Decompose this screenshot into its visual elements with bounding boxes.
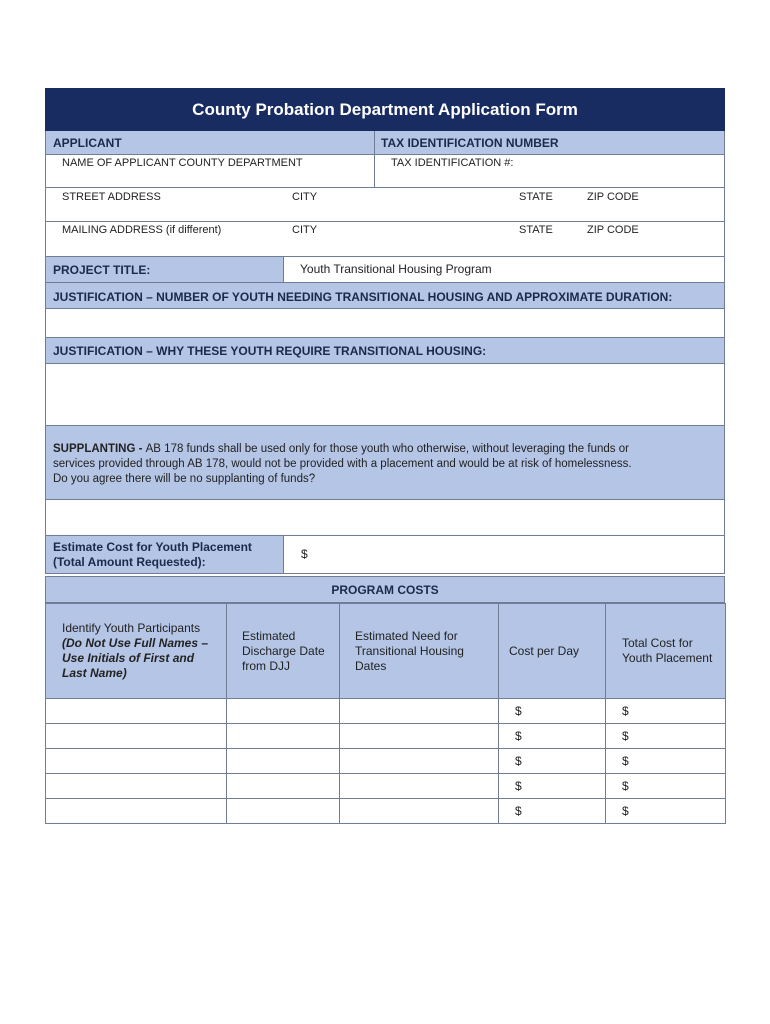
youth-participant-cell[interactable] [46,699,227,724]
mailing-state-label: STATE [519,224,553,236]
discharge-date-cell[interactable] [227,799,340,824]
name-tax-row [45,155,725,188]
justification-duration-field[interactable] [45,309,725,338]
housing-dates-cell[interactable] [340,799,499,824]
tax-id-header: TAX IDENTIFICATION NUMBER [381,136,559,150]
youth-participant-cell[interactable] [46,724,227,749]
total-cost-cell[interactable]: $ [606,699,726,724]
program-costs-header [45,576,725,603]
housing-dates-cell[interactable] [340,774,499,799]
street-address-label: STREET ADDRESS [62,191,161,203]
applicant-header-row [45,131,725,155]
project-title-label: PROJECT TITLE: [46,257,284,282]
table-row [46,724,726,749]
col-total-cost: Total Cost for Youth Placement [606,604,726,699]
table-row [46,749,726,774]
project-title-row [45,257,725,283]
mailing-address-row[interactable] [45,222,725,257]
state-label: STATE [519,191,553,203]
mailing-city-label: CITY [292,224,318,236]
housing-dates-cell[interactable] [340,724,499,749]
supplanting-label: SUPPLANTING - [53,443,146,455]
cost-per-day-cell[interactable]: $ [499,749,606,774]
mailing-address-label: MAILING ADDRESS (if different) [62,224,222,236]
cost-per-day-cell[interactable]: $ [499,699,606,724]
justification-reason-text: JUSTIFICATION – WHY THESE YOUTH REQUIRE TRANSITIONAL HOUSING: [53,344,487,358]
discharge-date-cell[interactable] [227,749,340,774]
discharge-date-cell[interactable] [227,724,340,749]
youth-participant-cell[interactable] [46,749,227,774]
program-costs-header-row [46,604,726,699]
table-row [46,774,726,799]
program-costs-title: PROGRAM COSTS [331,583,439,597]
youth-participant-cell[interactable] [46,799,227,824]
applicant-name-label: NAME OF APPLICANT COUNTY DEPARTMENT [62,157,303,169]
col-housing-dates: Estimated Need for Transitional Housing Dates [340,604,499,699]
program-costs-table [45,603,726,824]
applicant-header: APPLICANT [46,131,375,154]
supplanting-section [45,426,725,500]
housing-dates-cell[interactable] [340,749,499,774]
zip-code-label: ZIP CODE [587,191,639,203]
total-cost-cell[interactable]: $ [606,724,726,749]
mailing-zip-code-label: ZIP CODE [587,224,639,236]
col-discharge-date: Estimated Discharge Date from DJJ [227,604,340,699]
estimate-cost-value: $ [301,547,308,561]
justification-reason-field[interactable] [45,364,725,426]
justification-duration-header [45,283,725,309]
col-youth-participants: Identify Youth Participants (Do Not Use Full Names – Use Initials of First and Last Name) [46,604,227,699]
cost-per-day-cell[interactable]: $ [499,799,606,824]
estimate-cost-field[interactable] [284,536,725,573]
col-cost-per-day: Cost per Day [499,604,606,699]
youth-participant-cell[interactable] [46,774,227,799]
discharge-date-cell[interactable] [227,774,340,799]
housing-dates-cell[interactable] [340,699,499,724]
form-title [45,88,725,131]
supplanting-answer-field[interactable] [45,500,725,536]
project-title-value: Youth Transitional Housing Program [300,262,492,276]
justification-duration-text: JUSTIFICATION – NUMBER OF YOUTH NEEDING TRANSITIONAL HOUSING AND APPROXIMATE DURATION: [53,290,673,304]
city-label: CITY [292,191,318,203]
total-cost-cell[interactable]: $ [606,749,726,774]
estimate-cost-row [45,536,725,574]
table-row [46,699,726,724]
cost-per-day-cell[interactable]: $ [499,724,606,749]
project-title-field[interactable] [284,257,725,282]
applicant-name-field[interactable] [46,155,375,187]
supplanting-line-1: SUPPLANTING - AB 178 funds shall be used only for those youth who otherwise, without leveraging the funds or [53,443,629,455]
estimate-cost-label: Estimate Cost for Youth Placement (Total Amount Requested): [46,536,284,573]
supplanting-line-2: services provided through AB 178, would not be provided with a placement and would be at risk of homelessness. [53,458,632,470]
tax-id-field[interactable] [375,155,725,187]
justification-reason-header [45,338,725,364]
tax-id-label: TAX IDENTIFICATION #: [391,157,514,169]
cost-per-day-cell[interactable]: $ [499,774,606,799]
street-address-row[interactable] [45,188,725,222]
supplanting-line-3: Do you agree there will be no supplanting of funds? [53,473,316,485]
total-cost-cell[interactable]: $ [606,799,726,824]
application-form [45,88,725,824]
discharge-date-cell[interactable] [227,699,340,724]
form-title-text: County Probation Department Application Form [192,99,578,119]
table-row [46,799,726,824]
total-cost-cell[interactable]: $ [606,774,726,799]
